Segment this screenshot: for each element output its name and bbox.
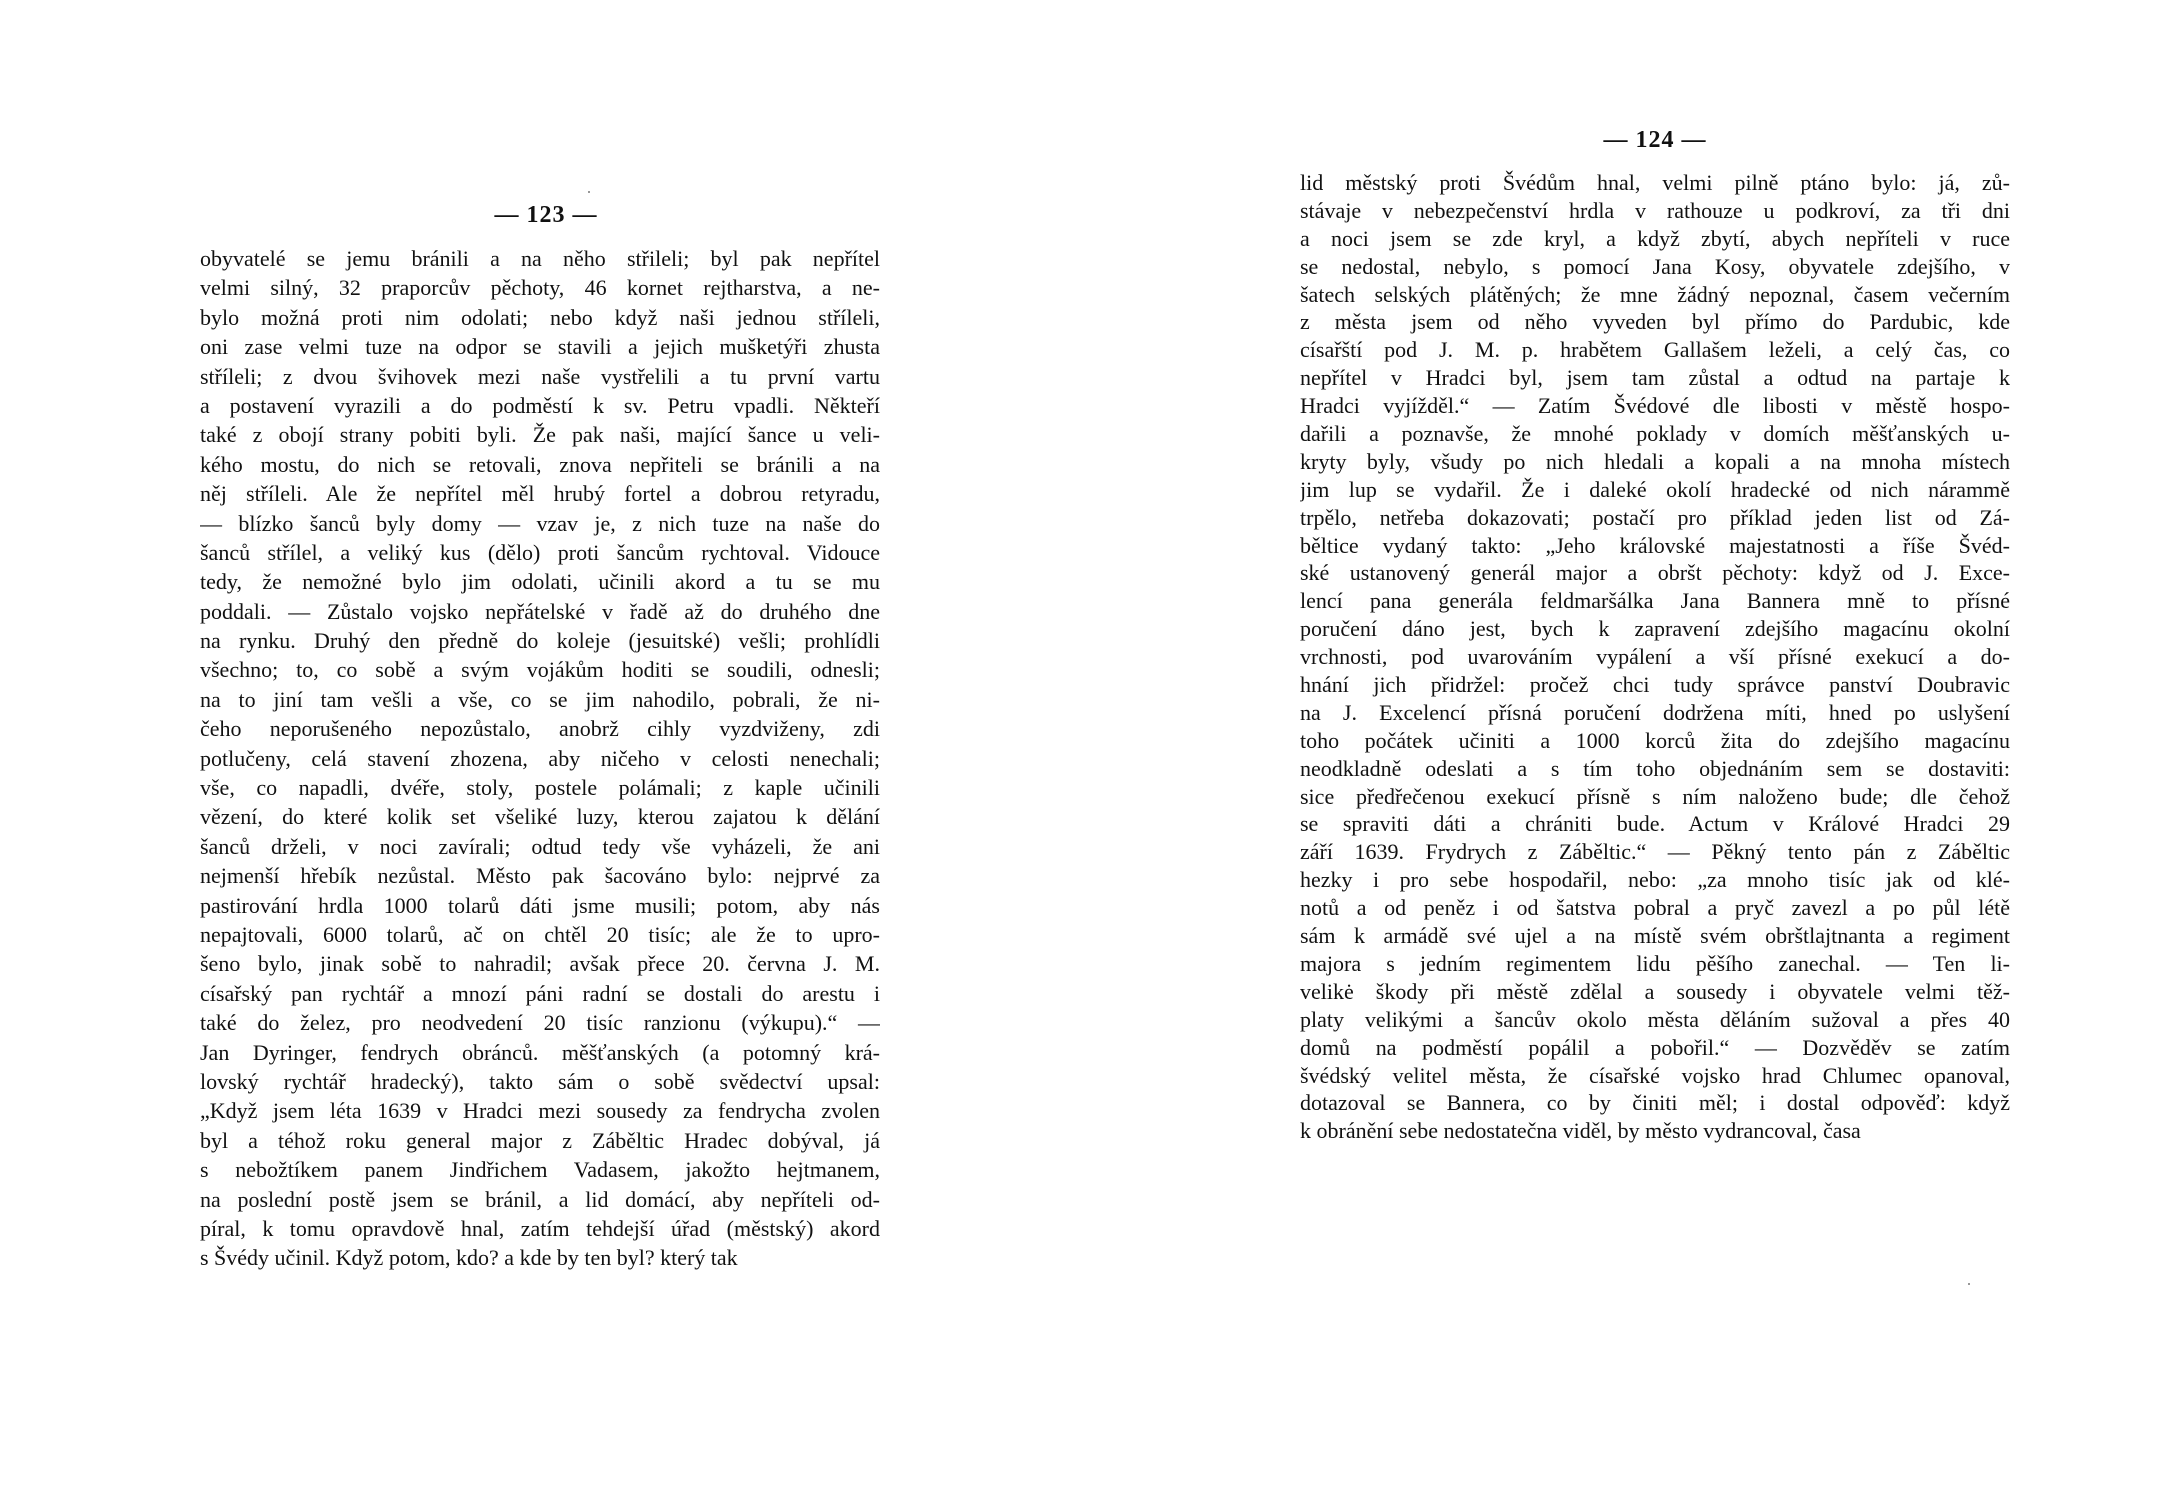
text-line: z města jsem od něho vyveden byl přímo do Pardubic, kde: [1300, 309, 2010, 335]
text-line: hezky i pro sebe hospodařil, nebo: „za mnoho tisíc jak od klé-: [1300, 867, 2010, 893]
text-line: na rynku. Druhý den předně do koleje (jesuitské) vešli; prohlídli: [200, 628, 880, 654]
left-page: [200, 200, 880, 1273]
right-page: [1300, 125, 2010, 1145]
text-line: dotazoval se Bannera, co by činiti měl; i dostal odpověď: když: [1300, 1090, 2010, 1116]
text-line: ské ustanovený generál major a obršt pěchoty: když od J. Exce-: [1300, 560, 2010, 586]
text-line: toho počátek učiniti a 1000 korců žita do zdejšího magacínu: [1300, 727, 2010, 753]
text-line: nepajtovali, 6000 tolarů, ač on chtěl 20 tisíc; ale že to upro-: [200, 921, 880, 947]
text-line: trpělo, netřeba dokazovati; postačí pro příklad jeden list od Zá-: [1300, 504, 2010, 530]
page-number: — 123 —: [494, 202, 598, 228]
text-line: kého mostu, do nich se retovali, znova nepřiteli se bránili a na: [200, 451, 880, 477]
text-line: září 1639. Frydrych z Záběltic.“ — Pěkný tento pán z Záběltic: [1300, 839, 2010, 865]
text-line: poddali. — Zůstalo vojsko nepřátelské v řadě až do druhého dne: [200, 598, 880, 624]
text-line: neodkladně odeslati a s tím toho objednáním sem se dostaviti:: [1300, 755, 2010, 781]
text-line: velmi silný, 32 praporcův pěchoty, 46 kornet rejtharstva, a ne-: [200, 275, 880, 301]
text-line: nejmenší hřebík nezůstal. Město pak šacováno bylo: nejprvé za: [200, 863, 880, 889]
text-line: sám k armádě své ujel a na místě svém obrštlajtnanta a regiment: [1300, 923, 2010, 949]
text-line: kryty byly, všudy po nich hledali a kopali a na mnoha místech: [1300, 448, 2010, 474]
text-line: šatech selských plátěných; že mne žádný nepoznal, časem večerním: [1300, 281, 2010, 307]
text-line: a noci jsem se zde kryl, a když zbytí, abych nepříteli v ruce: [1300, 225, 2010, 251]
text-line: na J. Excelencí přísná poručení dodržena míti, hned po uslyšení: [1300, 699, 2010, 725]
text-line: lid městský proti Švédům hnal, velmi pilně ptáno bylo: já, zů-: [1300, 170, 2010, 195]
text-line: jim lup se vydařil. Že i daleké okolí hradecké od nich nárammě: [1300, 476, 2010, 502]
text-line: poručení dáno jest, bych k zapravení zdejšího magacínu okolní: [1300, 616, 2010, 642]
text-line: švédský velitel města, že císařské vojsko hrad Chlumec opanoval,: [1300, 1062, 2010, 1088]
text-line: domů na podměstí popálil a pobořil.“ — Dozvěděv se zatím: [1300, 1034, 2010, 1060]
text-line: také do želez, pro neodvedení 20 tisíc ranzionu (výkupu).“ —: [200, 1010, 880, 1036]
text-line: oni zase velmi tuze na odpor se stavili a jejich mušketýři zhusta: [200, 334, 880, 360]
page-text: [1300, 169, 2010, 1145]
text-line: na poslední postě jsem se bránil, a lid domácí, aby nepříteli od-: [200, 1186, 880, 1212]
page-text: [200, 244, 880, 1273]
text-line: „Když jsem léta 1639 v Hradci mezi sousedy za fendrycha zvolen: [200, 1098, 880, 1124]
text-line: Hradci vyjížděl.“ — Zatím Švédové dle libosti v městě hospo-: [1300, 393, 2010, 419]
text-line: stávaje v nebezpečenství hrdla v rathouze u podkroví, za tři dni: [1300, 197, 2010, 223]
text-line: vrchnosti, pod uvarováním vypálení a vší přísné exekucí a do-: [1300, 644, 2010, 670]
text-line: platy velikými a šancův okolo města děláním sužoval a přes 40: [1300, 1006, 2010, 1032]
text-line: také z obojí strany pobiti byli. Že pak naši, mající šance u veli-: [200, 422, 880, 448]
text-line: potlučeny, celá stavení zhozena, aby ničeho v celosti nenechali;: [200, 745, 880, 771]
text-line: císařský pan rychtář a mnozí páni radní se dostali do arestu i: [200, 980, 880, 1006]
text-line: stříleli; z dvou švihovek mezi naše vystřelili a tu první vartu: [200, 363, 880, 389]
text-line: pastirování hrdla 1000 tolarů dáti jsme musili; potom, aby nás: [200, 892, 880, 918]
text-line: obyvatelé se jemu bránili a na něho střileli; byl pak nepřítel: [200, 246, 880, 271]
text-line: čeho neporušeného nepozůstalo, anobrž cihly vyzdviženy, zdi: [200, 716, 880, 742]
text-line: na to jiní tam vešli a vše, co se jim nahodilo, pobrali, že ni-: [200, 686, 880, 712]
text-line: bylo možná proti nim odolati; nebo když naši jednou stříleli,: [200, 304, 880, 330]
text-line: s Švédy učinil. Když potom, kdo? a kde by ten byl? který tak: [200, 1245, 738, 1271]
text-line: Jan Dyringer, fendrych obránců. měšťanských (a potomný krá-: [200, 1039, 880, 1065]
text-line: velikė škody při městě zdělal a sousedy i obyvatele velmi těž-: [1300, 978, 2010, 1004]
text-line: vězení, do které kolik set všeliké luzy, kterou zajatou k dělání: [200, 804, 880, 830]
page-number: — 124 —: [1603, 127, 1707, 153]
print-speck: [1968, 1283, 1970, 1285]
text-line: lencí pana generála feldmaršálka Jana Bannera mně to přísné: [1300, 588, 2010, 614]
text-line: hnání jich přidržel: pročež chci tudy správce panství Doubravic: [1300, 672, 2010, 698]
text-line: se nedostal, nebylo, s pomocí Jana Kosy, obyvatele zdejšího, v: [1300, 253, 2010, 279]
text-line: vše, co napadli, dvéře, stoly, postele polámali; z kaple učinili: [200, 775, 880, 801]
text-line: lovský rychtář hradecký), takto sám o sobě svědectví upsal:: [200, 1068, 880, 1094]
text-line: nepřítel v Hradci byl, jsem tam zůstal a odtud na partaje k: [1300, 365, 2010, 391]
text-line: běltice vydaný takto: „Jeho královské majestatnosti a říše Švéd-: [1300, 532, 2010, 558]
text-line: všechno; to, co sobě a svým vojákům hoditi se soudili, odnesli;: [200, 657, 880, 683]
text-line: císařští pod J. M. p. hrabětem Gallašem leželi, a celý čas, co: [1300, 337, 2010, 363]
print-speck: [588, 191, 590, 193]
text-line: tedy, že nemožné bylo jim odolati, učinili akord a tu se mu: [200, 569, 880, 595]
text-line: něj stříleli. Ale že nepřítel měl hrubý fortel a dobrou retyradu,: [200, 481, 880, 507]
text-line: k obránění sebe nedostatečna viděl, by město vydrancoval, časa: [1300, 1118, 1861, 1144]
text-line: šanců střílel, a veliký kus (dělo) proti šancům rychtoval. Vidouce: [200, 539, 880, 565]
text-line: šanců drželi, v noci zavírali; odtud tedy vše vyházeli, že ani: [200, 833, 880, 859]
text-line: šeno bylo, jinak sobě to nahradil; avšak přece 20. června J. M.: [200, 951, 880, 977]
text-line: majora s jedním regimentem lidu pěšího zanechal. — Ten li-: [1300, 950, 2010, 976]
text-line: notů a od peněz i od šatstva pobral a pryč zavezl a po půl létě: [1300, 895, 2010, 921]
text-line: píral, k tomu opravdově hnal, zatím tehdejší úřad (městský) akord: [200, 1215, 880, 1241]
text-line: s nebožtíkem panem Jindřichem Vadasem, jakožto hejtmanem,: [200, 1157, 880, 1183]
text-line: dařili a poznavše, že mnohé poklady v domích měšťanských u-: [1300, 421, 2010, 447]
text-line: sice předřečenou exekucí přísně s ním naloženo bude; dle čehož: [1300, 783, 2010, 809]
text-line: — blízko šanců byly domy — vzav je, z nich tuze na naše do: [200, 510, 880, 536]
text-line: se spraviti dáti a chrániti bude. Actum v Králové Hradci 29: [1300, 811, 2010, 837]
text-line: byl a téhož roku general major z Záběltic Hradec dobýval, já: [200, 1127, 880, 1153]
text-line: a postavení vyrazili a do podměstí k sv. Petru vpadli. Někteří: [200, 392, 880, 418]
